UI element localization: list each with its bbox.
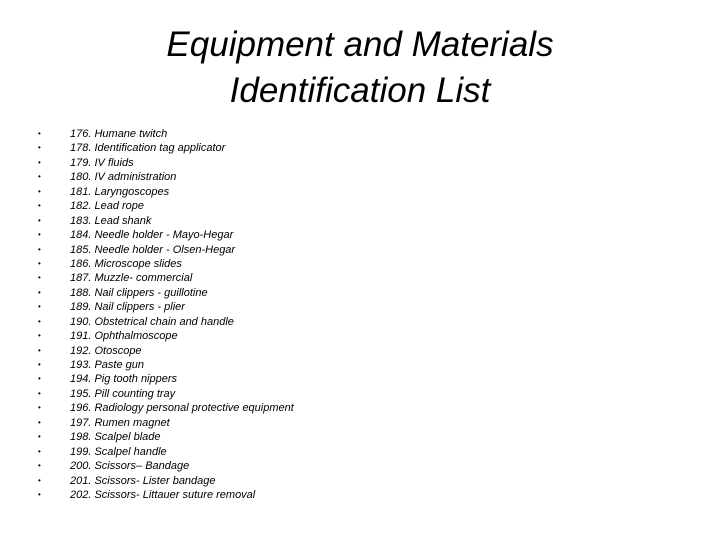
slide-title: [0, 22, 720, 114]
list-item-text: 191. Ophthalmoscope: [70, 330, 178, 343]
bullet-dot-icon: •: [38, 172, 41, 182]
bullet-dot-icon: •: [38, 374, 41, 384]
bullet-dot-icon: •: [38, 244, 41, 254]
list-item-text: 202. Scissors- Littauer suture removal: [70, 488, 256, 501]
slide-title-line-1: Equipment and Materials: [166, 25, 554, 64]
bullet-dot-icon: •: [38, 287, 41, 297]
bullet-dot-icon: •: [38, 186, 41, 196]
list-item-text: 178. Identification tag applicator: [70, 142, 226, 155]
bullet-dot-icon: •: [38, 446, 41, 456]
slide-title-line-2: Identification List: [229, 71, 491, 110]
bullet-dot-icon: •: [38, 273, 41, 283]
bullet-dot-icon: •: [38, 403, 41, 413]
list-item-text: 188. Nail clippers - guillotine: [70, 286, 208, 299]
bullet-dot-icon: •: [38, 360, 41, 369]
bullet-dot-icon: •: [38, 461, 41, 471]
list-item-text: 190. Obstetrical chain and handle: [70, 315, 234, 328]
list-item-text: 186. Microscope slides: [70, 257, 182, 270]
bullet-dot-icon: •: [38, 230, 41, 240]
bullet-dot-icon: •: [38, 129, 41, 138]
list-item-text: 199. Scalpel handle: [70, 445, 167, 458]
bullet-dot-icon: •: [38, 388, 41, 398]
list-item-text: 196. Radiology personal protective equipment: [70, 402, 294, 415]
bullet-dot-icon: •: [38, 316, 41, 326]
list-item-text: 192. Otoscope: [70, 344, 142, 357]
list-item-text: 181. Laryngoscopes: [70, 185, 170, 198]
bullet-dot-icon: •: [38, 201, 41, 211]
list-item-text: 197. Rumen magnet: [70, 416, 170, 429]
bullet-dot-icon: •: [38, 258, 41, 268]
bullet-dot-icon: •: [38, 215, 41, 225]
list-item-text: 200. Scissors– Bandage: [70, 460, 190, 473]
list-item-text: 183. Lead shank: [70, 214, 152, 227]
list-item-text: 176. Humane twitch: [70, 128, 168, 140]
list-item-text: 195. Pill counting tray: [70, 387, 176, 400]
list-item-text: 179. IV fluids: [70, 156, 134, 169]
list-item-text: 182. Lead rope: [70, 200, 145, 213]
list-item-text: 189. Nail clippers - plier: [70, 301, 185, 314]
bullet-dot-icon: •: [38, 475, 41, 485]
list-item-text: 185. Needle holder - Olsen-Hegar: [70, 243, 236, 256]
bullet-dot-icon: •: [38, 157, 41, 167]
bullet-dot-icon: •: [38, 302, 41, 312]
list-item-text: 187. Muzzle- commercial: [70, 272, 193, 285]
list-item-text: 180. IV administration: [70, 171, 177, 184]
bullet-dot-icon: •: [38, 345, 41, 355]
bullet-dot-icon: •: [38, 331, 41, 341]
list-item-text: 193. Paste gun: [70, 359, 145, 371]
list-item-text: 194. Pig tooth nippers: [70, 373, 178, 386]
bullet-dot-icon: •: [38, 143, 41, 153]
bullet-dot-icon: •: [38, 489, 41, 499]
bullet-dot-icon: •: [38, 432, 41, 442]
list-item-text: 201. Scissors- Lister bandage: [70, 474, 216, 487]
list-item-text: 198. Scalpel blade: [70, 431, 161, 444]
list-item-text: 184. Needle holder - Mayo-Hegar: [70, 229, 234, 242]
bullet-dot-icon: •: [38, 417, 41, 427]
